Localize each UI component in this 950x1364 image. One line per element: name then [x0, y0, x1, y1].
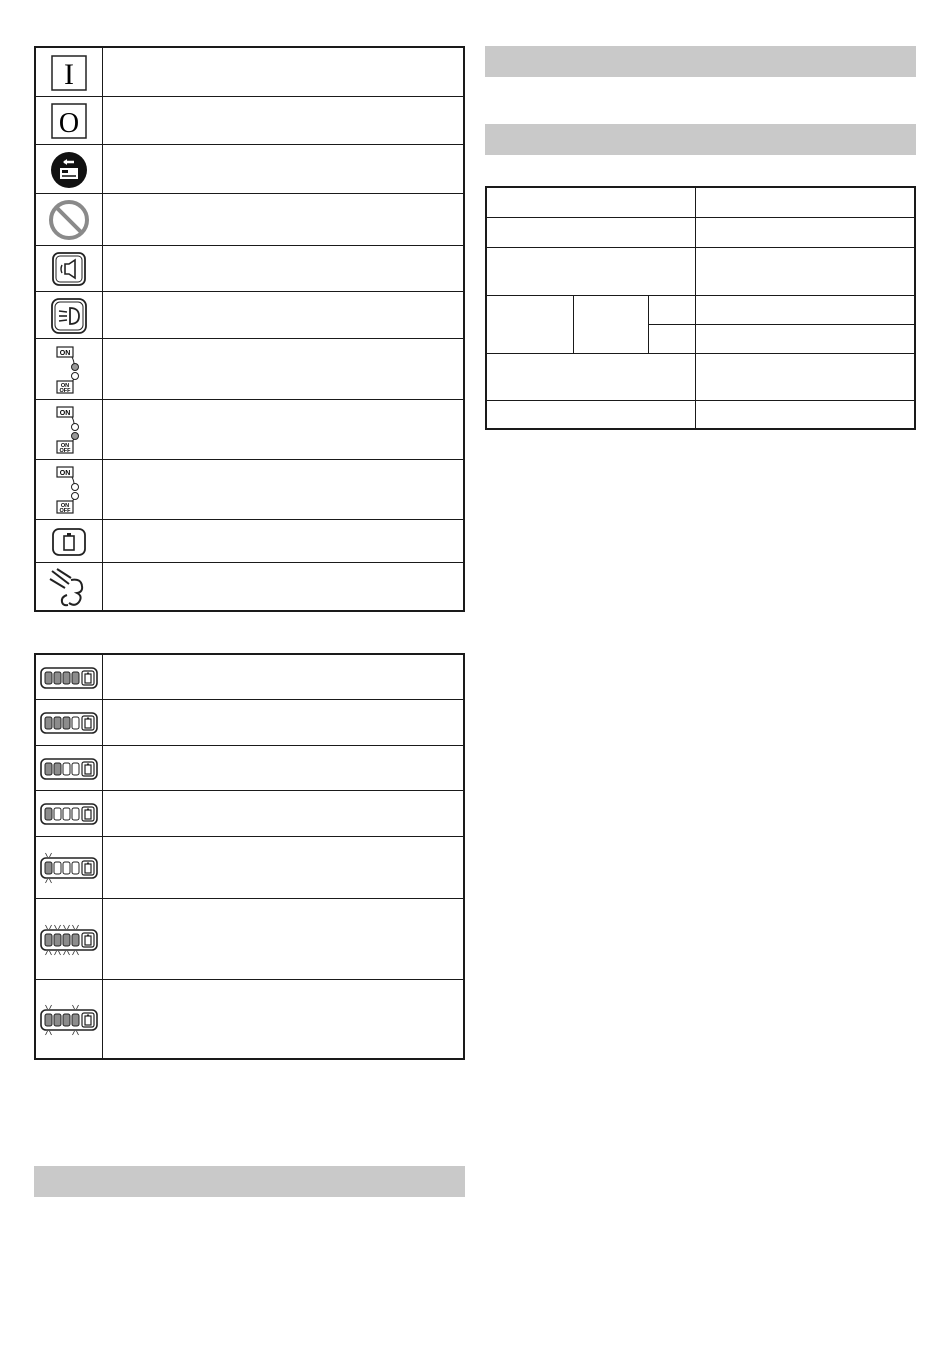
blink-mark [46, 879, 48, 883]
table-row [36, 520, 463, 563]
table-row [36, 246, 463, 292]
table-row [36, 400, 463, 460]
table-row [36, 837, 463, 899]
blink-mark [77, 951, 79, 955]
battery-segment [54, 672, 61, 684]
battery-level-2-icon [40, 758, 98, 780]
table-rule [487, 217, 914, 218]
blink-mark [50, 925, 52, 929]
table-row [36, 460, 463, 520]
horn-icon [51, 251, 87, 287]
battery-icon [51, 527, 87, 557]
battery-segment [72, 862, 79, 874]
battery-level-3-icon [40, 712, 98, 734]
on-off-switch-icon-b [54, 405, 84, 455]
battery-level-1-blinking-icon [40, 851, 98, 885]
blink-mark [59, 951, 61, 955]
svg-text:ON: ON [59, 349, 71, 357]
blink-mark [77, 1005, 79, 1009]
table-row [36, 700, 463, 746]
svg-text:OFF: OFF [59, 448, 71, 454]
table-row [36, 563, 463, 612]
blink-mark [50, 879, 52, 883]
blink-mark [73, 925, 75, 929]
battery-segment [54, 808, 61, 820]
battery-segment [63, 808, 70, 820]
table-row [36, 655, 463, 700]
battery-level-4-icon [40, 667, 98, 689]
battery-glyph-tip [87, 863, 89, 865]
prohibited-icon [48, 199, 90, 241]
battery-segment [63, 717, 70, 729]
blink-mark [55, 925, 57, 929]
blink-mark [55, 951, 57, 955]
battery-glyph-tip [87, 718, 89, 720]
table-rule [487, 247, 914, 248]
blink-mark [73, 1005, 75, 1009]
svg-text:ON: ON [59, 470, 71, 477]
battery-segment [54, 1014, 61, 1026]
table-row [36, 292, 463, 339]
battery-segment [63, 763, 70, 775]
table-row [36, 48, 463, 97]
blink-mark [46, 925, 48, 929]
blink-mark [64, 951, 66, 955]
battery-segment [45, 763, 52, 775]
battery-segment [45, 1014, 52, 1026]
battery-segment [72, 1014, 79, 1026]
blink-mark [59, 925, 61, 929]
battery-all-blinking-icon [40, 923, 98, 957]
battery-segment [63, 862, 70, 874]
battery-outer-blinking-icon [40, 1003, 98, 1037]
battery-glyph-tip [87, 763, 89, 765]
battery-segment [72, 808, 79, 820]
svg-text:ON: ON [59, 410, 71, 417]
battery-segment [72, 717, 79, 729]
battery-level-1-icon [40, 803, 98, 825]
battery-segment [54, 717, 61, 729]
battery-segment [45, 672, 52, 684]
battery-glyph-tip [87, 672, 89, 674]
battery-segment [45, 862, 52, 874]
battery-glyph-tip [87, 1015, 89, 1017]
blink-mark [50, 951, 52, 955]
battery-segment [45, 934, 52, 946]
section-header-bar [485, 124, 916, 155]
blink-mark [50, 1031, 52, 1035]
battery-segment [63, 1014, 70, 1026]
svg-text:ON: ON [60, 382, 70, 389]
svg-text:OFF: OFF [59, 387, 71, 394]
blink-mark [46, 951, 48, 955]
blink-mark [50, 853, 52, 857]
battery-glyph-tip [87, 809, 89, 811]
svg-text:I: I [64, 57, 74, 91]
specification-table [485, 186, 916, 430]
table-row [36, 194, 463, 246]
symbol-table [34, 46, 465, 612]
table-rule [695, 188, 696, 428]
on-off-switch-icon-c [54, 465, 84, 515]
section-header-bar [34, 1166, 465, 1197]
table-rule [648, 324, 914, 325]
table-row [36, 97, 463, 145]
read-manual-icon [50, 151, 88, 189]
airflow-icon [47, 566, 91, 610]
blink-mark [73, 1031, 75, 1035]
blink-mark [77, 925, 79, 929]
battery-segment [72, 763, 79, 775]
blink-mark [46, 1031, 48, 1035]
blink-mark [73, 951, 75, 955]
svg-text:OFF: OFF [59, 508, 71, 514]
table-row [36, 980, 463, 1060]
table-row [36, 899, 463, 980]
blink-mark [68, 951, 70, 955]
svg-text:ON: ON [60, 503, 70, 509]
battery-segment [63, 672, 70, 684]
battery-segment [54, 862, 61, 874]
blink-mark [50, 1005, 52, 1009]
battery-segment [54, 763, 61, 775]
on-off-switch-icon-a [54, 345, 84, 395]
table-rule [487, 295, 914, 296]
table-row [36, 339, 463, 400]
svg-text:ON: ON [60, 443, 70, 449]
battery-segment [72, 934, 79, 946]
table-rule [487, 353, 914, 354]
battery-segment [45, 808, 52, 820]
table-row [36, 791, 463, 837]
blink-mark [64, 925, 66, 929]
table-rule [648, 295, 649, 353]
battery-segment [45, 717, 52, 729]
battery-indicator-table [34, 653, 465, 1060]
section-header-bar [485, 46, 916, 77]
table-rule [573, 295, 574, 353]
table-row [36, 145, 463, 194]
blink-mark [46, 1005, 48, 1009]
blink-mark [77, 1031, 79, 1035]
svg-text:O: O [58, 108, 80, 139]
battery-segment [63, 934, 70, 946]
table-rule [487, 400, 914, 401]
table-row [36, 746, 463, 791]
power-off-icon [51, 103, 87, 139]
headlight-icon [50, 297, 88, 335]
blink-mark [68, 925, 70, 929]
blink-mark [46, 853, 48, 857]
battery-segment [54, 934, 61, 946]
battery-glyph-tip [87, 934, 89, 936]
power-on-icon [51, 55, 87, 91]
battery-segment [72, 672, 79, 684]
